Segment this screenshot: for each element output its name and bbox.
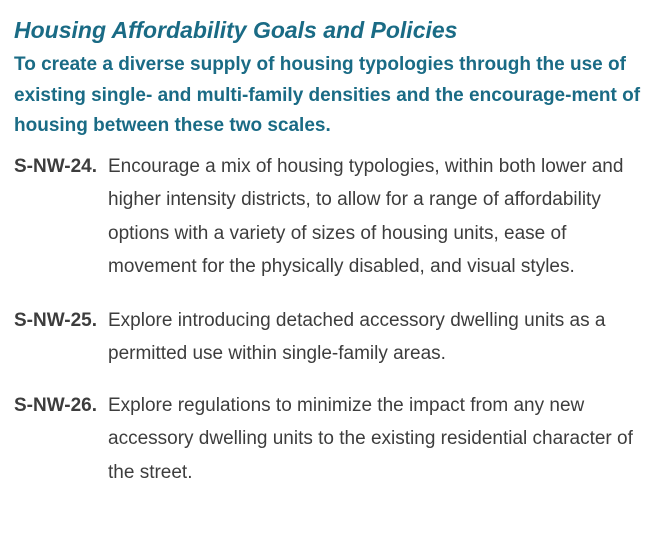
- policy-number: S-NW-26.: [14, 394, 98, 416]
- policy-item: [14, 150, 654, 284]
- policy-text: Encourage a mix of housing typologies, within both lower and higher intensity districts, to allow for a range of affordability options with a variety of sizes of housing units, ease of movement for the physically disabled, and visual styles.: [108, 155, 624, 277]
- section-title: Housing Affordability Goals and Policies: [14, 17, 458, 43]
- document-page: [14, 14, 654, 489]
- policy-text: Explore introducing detached accessory dwelling units as a permitted use within single-family areas.: [108, 309, 606, 364]
- goal-statement: To create a diverse supply of housing typologies through the use of existing single- and multi-family densities and the encourage-ment of housing between these two scales.: [14, 54, 641, 136]
- policy-item: [14, 389, 654, 490]
- policy-number: S-NW-25.: [14, 309, 98, 331]
- policy-number: S-NW-24.: [14, 155, 98, 177]
- policy-item: [14, 304, 654, 371]
- policy-text: Explore regulations to minimize the impact from any new accessory dwelling units to the existing residential character of the street.: [108, 394, 633, 483]
